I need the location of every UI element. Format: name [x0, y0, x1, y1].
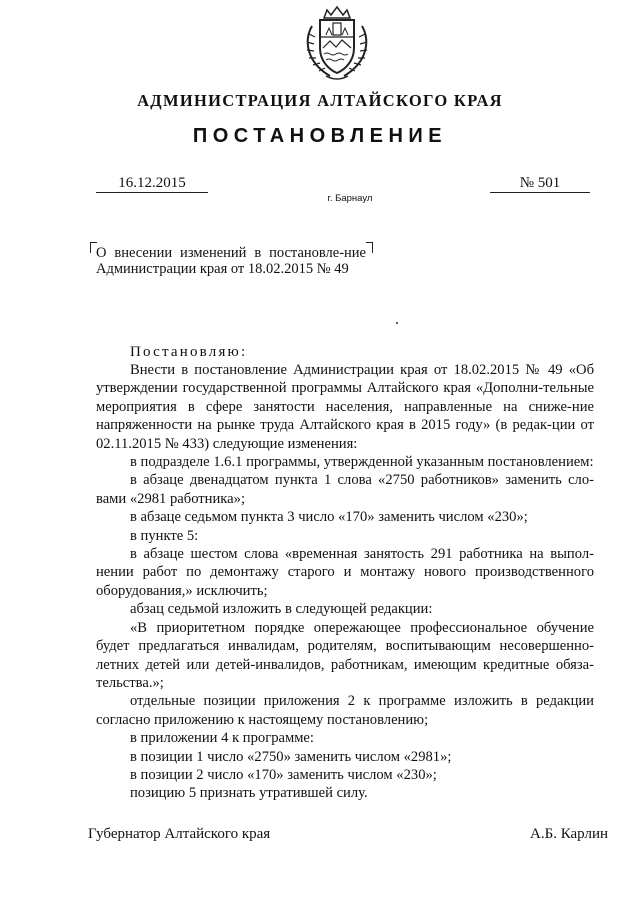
body-paragraph: в пункте 5:: [130, 527, 199, 544]
body-paragraph: «В приоритетном порядке опережающее профессиональное обучение будет предлагаться инвалидам, родителям, воспитывающим несовершенно-летних детей или детей-инвалидов, работникам, имеющим кредитные обяза-тельства.»;: [96, 619, 594, 691]
document-body: [96, 361, 594, 803]
body-paragraph: в приложении 4 к программе:: [130, 730, 314, 747]
coat-of-arms-icon: [300, 4, 374, 82]
organization-title: АДМИНИСТРАЦИЯ АЛТАЙСКОГО КРАЯ: [137, 91, 503, 110]
signature-name: А.Б. Карлин: [530, 826, 609, 842]
body-paragraph: в позиции 2 число «170» заменить числом «230»;: [130, 766, 437, 783]
scan-speck: [396, 322, 398, 324]
body-paragraph: в подразделе 1.6.1 программы, утвержденной указанным постановлением:: [130, 454, 594, 471]
body-paragraph: Внести в постановление Администрации края от 18.02.2015 № 49 «Об утверждении государственной программы Алтайского края «Дополни-тельные мероприятия в сфере занятости населения, направленные на сниже-ние напряженности на рынке труда Алтайского края в 2015 году» (в редак-ции от 02.11.2015 № 433) следующие изменения:: [96, 362, 594, 452]
document-city: г. Барнаул: [327, 193, 373, 204]
body-paragraph: отдельные позиции приложения 2 к программе изложить в редакции согласно приложению к настоящему постановлению;: [96, 693, 594, 728]
body-paragraph: в абзаце шестом слова «временная занятость 291 работника на выпол-нении работ по демонтажу старого и монтажу нового производственного оборудования,» исключить;: [96, 546, 594, 599]
body-paragraph: позицию 5 признать утратившей силу.: [130, 785, 368, 802]
body-paragraph: абзац седьмой изложить в следующей редакции:: [130, 601, 433, 618]
document-type-title: ПОСТАНОВЛЕНИЕ: [192, 125, 448, 147]
decree-heading: Постановляю:: [130, 344, 248, 360]
body-paragraph: в абзаце седьмом пункта 3 число «170» заменить числом «230»;: [130, 509, 528, 526]
subject-bracket-right: [366, 242, 373, 253]
body-paragraph: в позиции 1 число «2750» заменить числом «2981»;: [130, 748, 452, 765]
body-paragraph: в абзаце двенадцатом пункта 1 слова «2750 работников» заменить сло-вами «2981 работника»;: [96, 472, 594, 507]
document-subject: О внесении изменений в постановле-ние Администрации края от 18.02.2015 № 49: [96, 245, 366, 277]
document-date: 16.12.2015: [96, 175, 208, 193]
signature-role: Губернатор Алтайского края: [88, 826, 271, 842]
document-number: № 501: [490, 175, 590, 193]
